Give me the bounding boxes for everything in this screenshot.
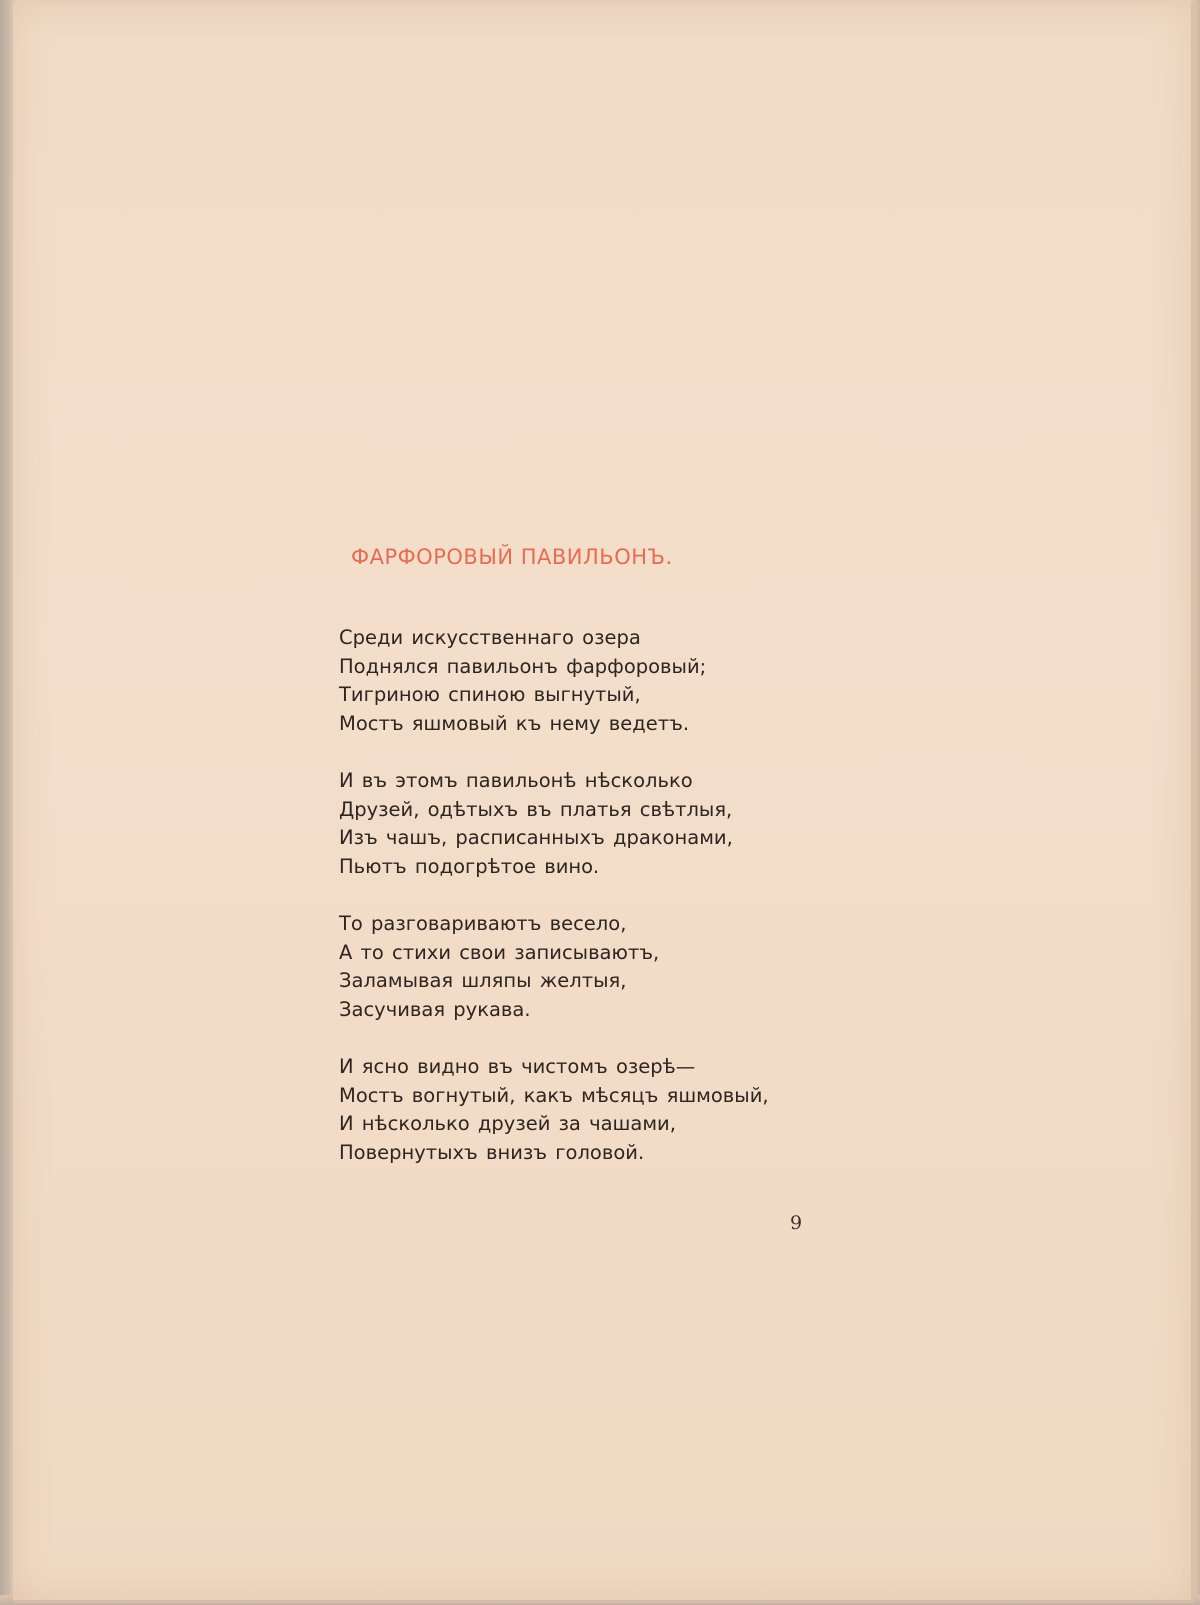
page-number: 9	[790, 1212, 803, 1234]
verse-line: Пьютъ подогрѣтое вино.	[339, 854, 600, 878]
verse-line: Засучивая рукава.	[339, 997, 531, 1021]
verse-line: Мостъ вогнутый, какъ мѣсяцъ яшмовый,	[339, 1083, 769, 1107]
verse-line: Друзей, одѣтыхъ въ платья свѣтлыя,	[339, 797, 733, 821]
verse-line: И нѣсколько друзей за чашами,	[339, 1112, 676, 1135]
verse-line: И ясно видно въ чистомъ озерѣ—	[339, 1055, 696, 1078]
verse-line: Тигриною спиною выгнутый,	[339, 683, 641, 706]
verse-line: И въ этомъ павильонѣ нѣсколько	[339, 769, 693, 792]
verse-line: Заламывая шляпы желтыя,	[339, 969, 627, 992]
stanza-2	[339, 767, 733, 881]
verse-line: Среди искусственнаго озера	[339, 626, 641, 649]
verse-line: Мостъ яшмовый къ нему ведетъ.	[339, 711, 690, 735]
verse-line: То разговариваютъ весело,	[339, 912, 627, 935]
verse-line: Повернутыхъ внизъ головой.	[339, 1140, 645, 1164]
stanza-1	[339, 624, 706, 738]
verse-line: Изъ чашъ, расписанныхъ драконами,	[339, 826, 733, 849]
verse-line: Поднялся павильонъ фарфоровый;	[339, 654, 707, 678]
verse-line: А то стихи свои записываютъ,	[339, 940, 660, 964]
stanza-4	[339, 1053, 769, 1167]
stanza-3	[339, 910, 659, 1024]
poem-title: ФАРФОРОВЫЙ ПАВИЛЬОНЪ.	[351, 545, 673, 569]
